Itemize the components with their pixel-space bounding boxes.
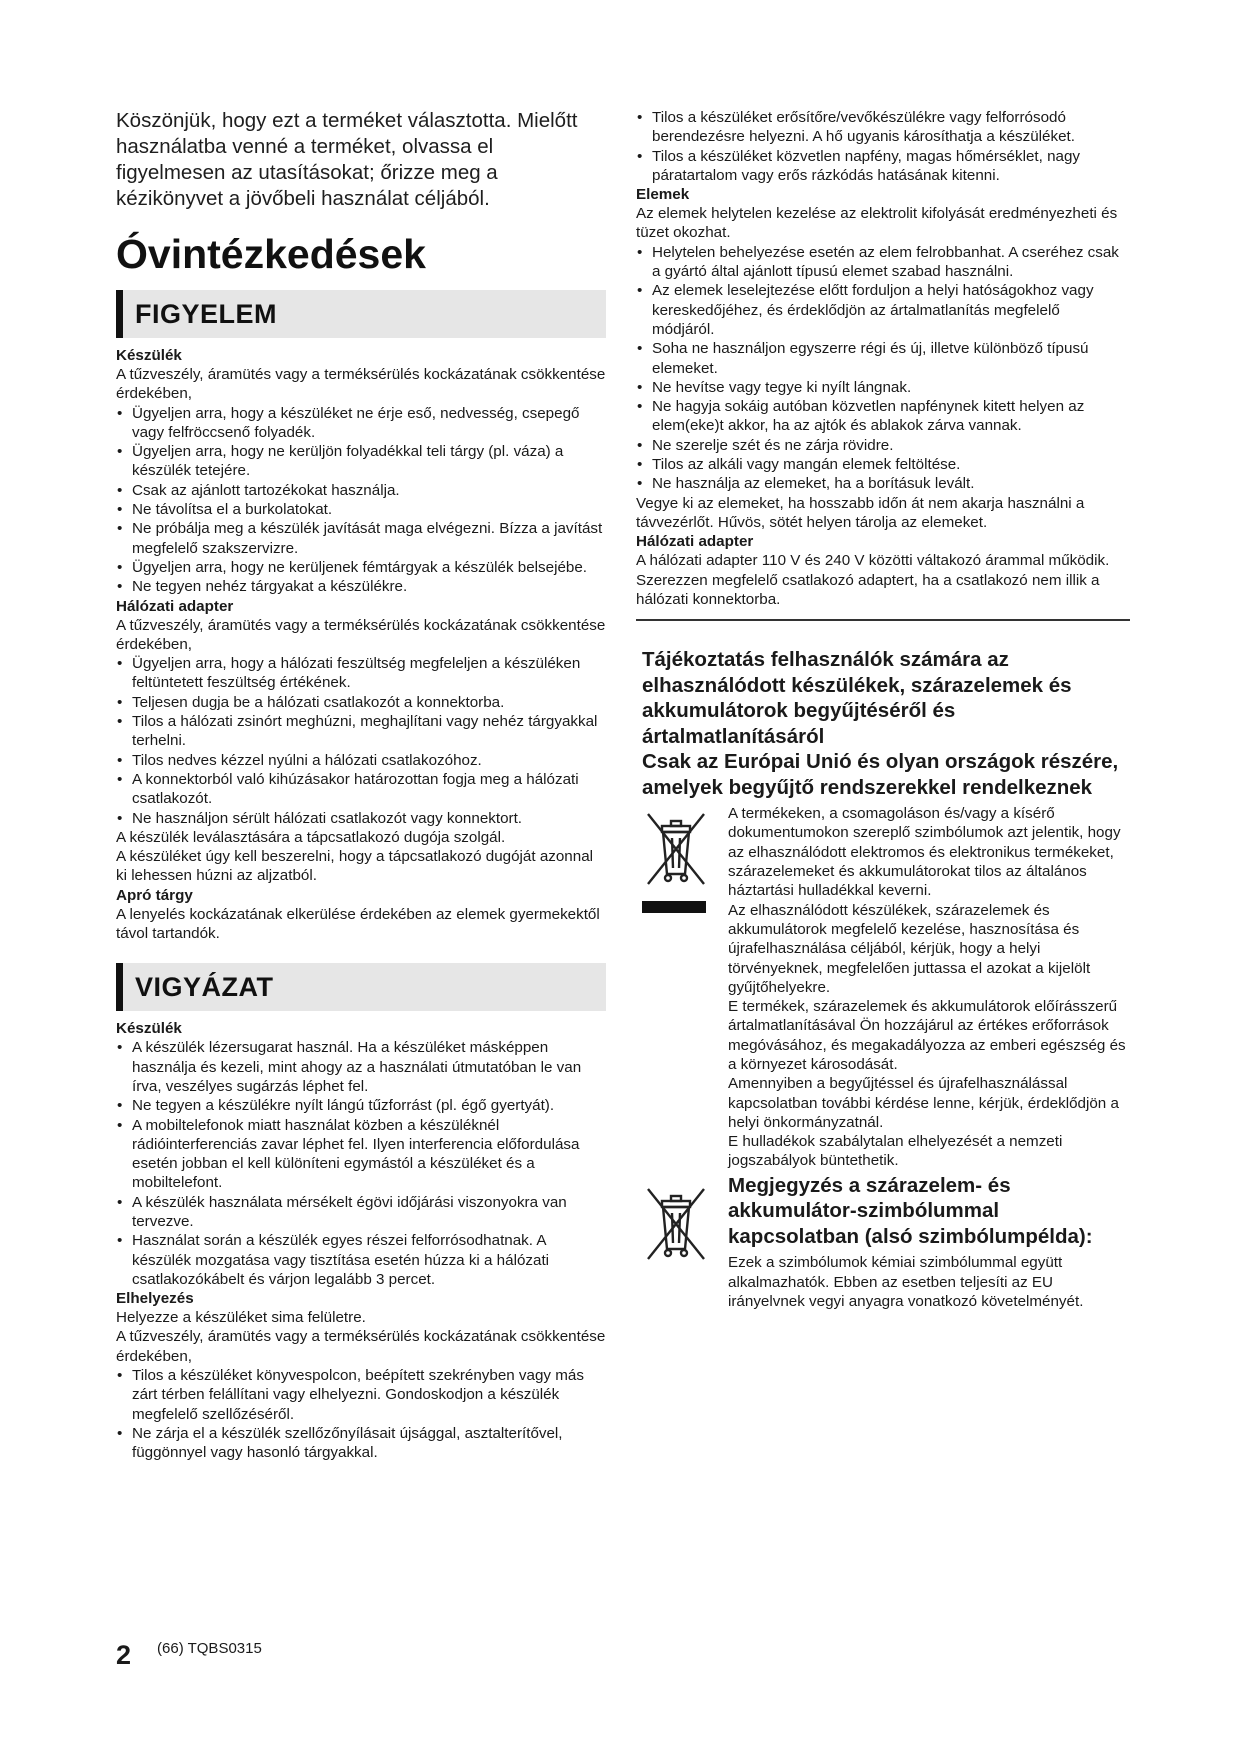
list-item: • Tilos a készüléket erősítőre/vevőkészülékre vagy felforrósodó berendezésre helyezni. A hő ugyanis károsíthatja a készüléket. (636, 108, 1126, 147)
banner-bar (116, 290, 123, 338)
paragraph: Az elhasználódott készülékek, szárazelemek és akkumulátorok megfelelő kezelése, hasznosítása és újrafelhasználása céljából, kérjük, hogy a helyi törvényeknek, megfelelően juttassa el azokat a kijelölt gyűjtőhelyekre. (728, 901, 1091, 996)
crossed-bin-icon (642, 1183, 710, 1263)
paragraph: A készülék leválasztására a tápcsatlakozó dugója szolgál. (116, 828, 506, 846)
page-title: Óvintézkedések (116, 231, 426, 277)
paragraph: A termékeken, a csomagoláson és/vagy a kísérő dokumentumokon szereplő szimbólumok azt jelentik, hogy az elhasználódott elektromos és elektronikus termékeket, szárazelemeket és akkumulátorokat tilos az általános háztartási hulladékkal keverni. (728, 805, 1121, 900)
list-item: • Ne távolítsa el a burkolatokat. (116, 500, 606, 519)
section-heading: Elemek (636, 186, 690, 204)
list-item: • Ügyeljen arra, hogy a hálózati feszültség megfeleljen a készüléken feltüntetett feszültség értékének. (116, 654, 606, 693)
paragraph: A lenyelés kockázatának elkerülése érdekében az elemek gyermekektől távol tartandók. (116, 905, 600, 943)
section-lead: A tűzveszély, áramütés vagy a terméksérülés kockázatának csökkentése érdekében, (116, 366, 606, 403)
note-title: Megjegyzés a szárazelem- és akkumulátor-szimbólummal kapcsolatban (alsó szimbólumpélda): (728, 1173, 1093, 1248)
right-column (636, 108, 1126, 1311)
list-item: • A konnektorból való kihúzásakor határozottan fogja meg a hálózati csatlakozót. (116, 770, 606, 809)
section-heading: Apró tárgy (116, 886, 193, 904)
list-item: • Ne tegyen nehéz tárgyakat a készülékre. (116, 577, 606, 596)
list-item: • Ne hevítse vagy tegye ki nyílt lángnak. (636, 378, 1126, 397)
paragraph: A hálózati adapter 110 V és 240 V közötti váltakozó árammal működik. (636, 552, 1110, 570)
list-item: • Ne használja az elemeket, ha a borításuk levált. (636, 474, 1126, 493)
paragraph: E termékek, szárazelemek és akkumulátorok előírásszerű ártalmatlanításával Ön hozzájárul az értékes erőforrások megóvásához, és megakadályozza az emberi egészség és a környezet károsodását. (728, 998, 1126, 1073)
vigyazat-banner-label: VIGYÁZAT (135, 971, 274, 1002)
banner-bar (116, 963, 123, 1011)
list-item: • Tilos az alkáli vagy mangán elemek feltöltése. (636, 455, 1126, 474)
section-heading: Elhelyezés (116, 1290, 194, 1308)
figyelem-banner-label: FIGYELEM (135, 298, 278, 329)
list-item: • A készülék használata mérsékelt égövi időjárási viszonyokra van tervezve. (116, 1193, 606, 1232)
bullet-list (116, 404, 606, 597)
list-item: • Tilos nedves kézzel nyúlni a hálózati csatlakozóhoz. (116, 751, 606, 770)
list-item: • Helytelen behelyezése esetén az elem felrobbanhat. A cseréhez csak a gyártó által ajánlott típusú elemet szabad használni. (636, 243, 1126, 282)
page-footer (116, 1640, 262, 1670)
divider (636, 619, 1130, 621)
list-item: • Ne szerelje szét és ne zárja rövidre. (636, 436, 1126, 455)
list-item: • Használat során a készülék egyes részei felforrósodhatnak. A készülék mozgatása vagy tisztítása esetén húzza ki a hálózati csatlakozókábelt és várjon legalább 3 percet. (116, 1231, 606, 1289)
left-column (116, 108, 606, 1463)
section-heading: Készülék (116, 347, 182, 364)
bullet-list (116, 654, 606, 828)
battery-note-block (636, 1173, 1126, 1311)
info-section-title (642, 647, 1126, 800)
vigyazat-banner (116, 963, 606, 1011)
list-item: • A készülék lézersugarat használ. Ha a készüléket másképpen használja és kezeli, mint ahogy az a használati útmutatóban le van írva, veszélyes sugárzás léphet fel. (116, 1038, 606, 1096)
section-lead: A tűzveszély, áramütés vagy a terméksérülés kockázatának csökkentése érdekében, (116, 1328, 606, 1365)
list-item: • Ne használjon sérült hálózati csatlakozót vagy konnektort. (116, 809, 606, 828)
list-item: • Soha ne használjon egyszerre régi és új, illetve különböző típusú elemeket. (636, 339, 1126, 378)
list-item: • Tilos a hálózati zsinórt meghúzni, meghajlítani vagy nehéz tárgyakkal terhelni. (116, 712, 606, 751)
paragraph: Szerezzen megfelelő csatlakozó adaptert, ha a csatlakozó nem illik a hálózati konnektorba. (636, 571, 1100, 608)
list-item: • Ügyeljen arra, hogy ne kerüljön folyadékkal teli tárgy (pl. váza) a készülék tetejére. (116, 442, 606, 481)
document-code: (66) TQBS0315 (157, 1640, 262, 1657)
paragraph: A készüléket úgy kell beszerelni, hogy a tápcsatlakozó dugóját azonnal ki lehessen húzni az aljzatból. (116, 848, 594, 885)
bullet-list (636, 243, 1126, 494)
black-bar (642, 901, 706, 913)
crossed-bin-icon (642, 808, 710, 888)
recycling-block (636, 804, 1126, 1171)
paragraph: Vegye ki az elemeket, ha hosszabb időn át nem akarja használni a távvezérlőt. Hűvös, sötét helyen tárolja az elemeket. (636, 494, 1085, 531)
paragraph: Helyezze a készüléket sima felületre. (116, 1309, 366, 1327)
info-title-text: Tájékoztatás felhasználók számára az elhasználódott készülékek, szárazelemek és akkumulátorok begyűjtéséről és ártalmatlanításáról (642, 648, 1072, 748)
paragraph: Amennyiben a begyűjtéssel és újrafelhasználással kapcsolatban további kérdése lenne, kérjük, érdeklődjön a helyi önkormányzatnál. (728, 1075, 1119, 1131)
list-item: • Ne tegyen a készülékre nyílt lángú tűzforrást (pl. égő gyertyát). (116, 1096, 606, 1115)
paragraph: Ezek a szimbólumok kémiai szimbólummal együtt alkalmazhatók. Ebben az esetben teljesíti az EU irányelvnek vegyi anyagra vonatkozó követelményét. (728, 1254, 1084, 1310)
intro-text: Köszönjük, hogy ezt a terméket választotta. Mielőtt használatba venné a terméket, olvassa el figyelmesen az utasításokat; őrizze meg a kézikönyvet a jövőbeli használat céljából. (116, 109, 578, 210)
section-heading: Készülék (116, 1020, 182, 1038)
figyelem-banner (116, 290, 606, 338)
list-item: • Tilos a készüléket közvetlen napfény, magas hőmérséklet, nagy páratartalom vagy erős rázkódás hatásának kitenni. (636, 147, 1126, 186)
list-item: • Tilos a készüléket könyvespolcon, beépített szekrényben vagy más zárt térben felállítani vagy elhelyezni. Gondoskodjon a készülék megfelelő szellőzéséről. (116, 1366, 606, 1424)
section-heading: Hálózati adapter (636, 533, 754, 551)
list-item: • Ügyeljen arra, hogy a készüléket ne érje eső, nedvesség, csepegő vagy felfröccsenő folyadék. (116, 404, 606, 443)
list-item: • Ne hagyja sokáig autóban közvetlen napfénynek kitett helyen az elem(eke)t akkor, ha az ajtók és ablakok zárva vannak. (636, 397, 1126, 436)
bullet-list (636, 108, 1126, 185)
section-lead: A tűzveszély, áramütés vagy a terméksérülés kockázatának csökkentése érdekében, (116, 616, 606, 653)
list-item: • Ne zárja el a készülék szellőzőnyílásait újsággal, asztalterítővel, függönnyel vagy hasonló tárgyakkal. (116, 1424, 606, 1463)
list-item: • Csak az ajánlott tartozékokat használja. (116, 481, 606, 500)
list-item: • Az elemek leselejtezése előtt forduljon a helyi hatóságokhoz vagy kereskedőjéhez, és érdeklődjön az ártalmatlanítás megfelelő módjáról. (636, 281, 1126, 339)
section-heading: Hálózati adapter (116, 597, 234, 615)
info-subtitle-text: Csak az Európai Unió és olyan országok részére, amelyek begyűjtő rendszerekkel rendelkeznek (642, 750, 1119, 799)
bullet-list (116, 1038, 606, 1289)
bullet-list (116, 1366, 606, 1462)
battery-note-text (728, 1173, 1126, 1311)
section-lead: Az elemek helytelen kezelése az elektrolit kifolyását eredményezheti és tüzet okozhat. (636, 205, 1118, 242)
list-item: • Ne próbálja meg a készülék javítását maga elvégezni. Bízza a javítást megfelelő szakszervizre. (116, 519, 606, 558)
list-item: • A mobiltelefonok miatt használat közben a készüléknél rádióinterferenciás zavar léphet fel. Ilyen interferencia előfordulása esetén jobban el kell különíteni egymástól a készüléket és a mobiltelefont. (116, 1116, 606, 1193)
list-item: • Ügyeljen arra, hogy ne kerüljenek fémtárgyak a készülék belsejébe. (116, 558, 606, 577)
list-item: • Teljesen dugja be a hálózati csatlakozót a konnektorba. (116, 693, 606, 712)
recycling-icon-group (642, 808, 714, 913)
battery-icon-group (642, 1183, 714, 1268)
paragraph: E hulladékok szabálytalan elhelyezését a nemzeti jogszabályok büntethetik. (728, 1133, 1063, 1170)
recycling-text (728, 804, 1126, 1171)
page-number: 2 (116, 1640, 132, 1670)
